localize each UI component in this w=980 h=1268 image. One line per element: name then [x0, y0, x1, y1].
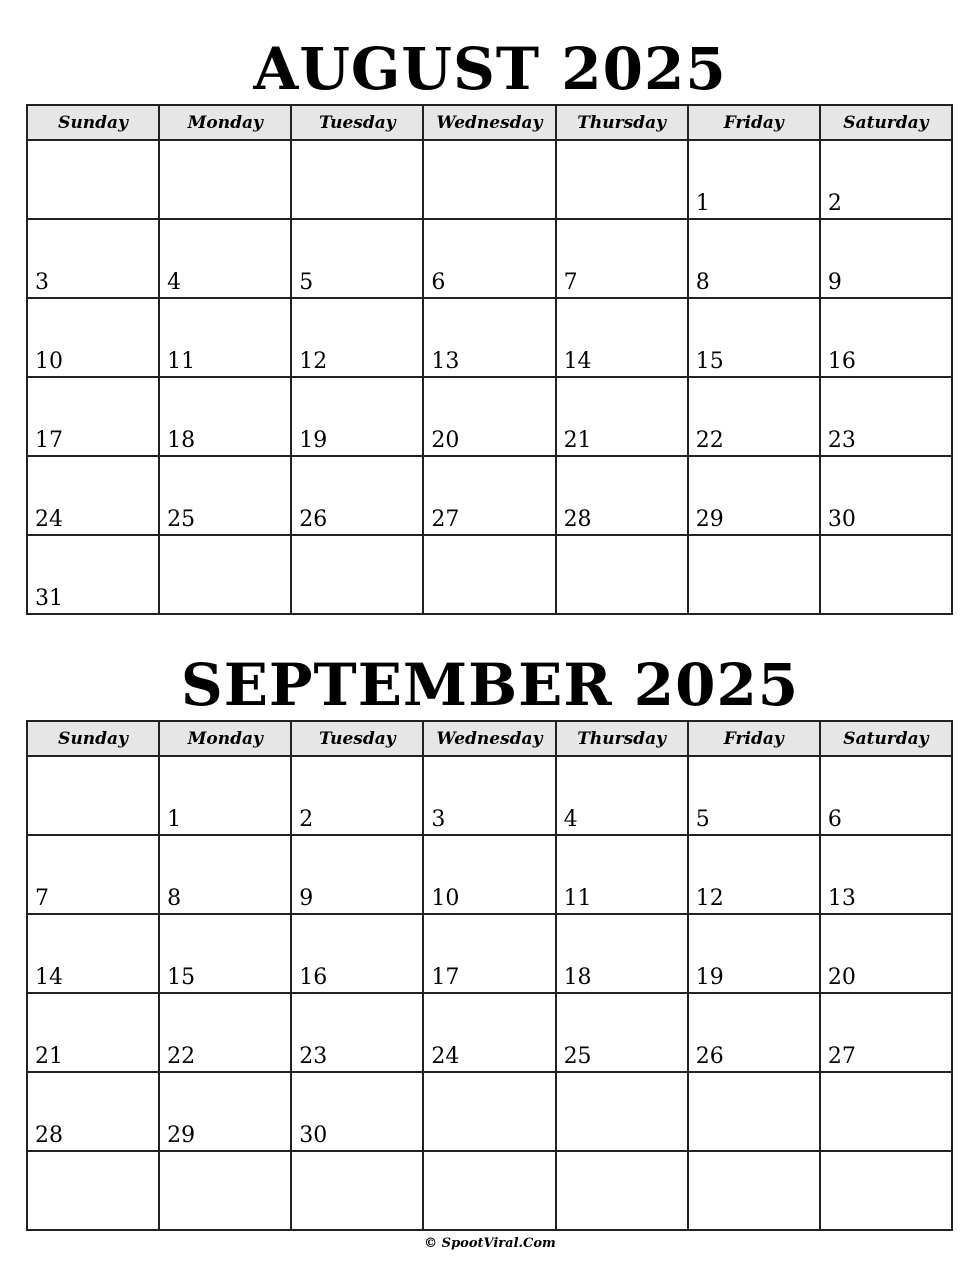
- weekday-header-wednesday: Wednesday: [423, 105, 555, 140]
- day-cell: 1: [688, 140, 820, 219]
- day-cell: 4: [159, 219, 291, 298]
- day-cell: 19: [688, 914, 820, 993]
- day-cell: 11: [556, 835, 688, 914]
- day-cell: 2: [820, 140, 952, 219]
- day-cell: 22: [688, 377, 820, 456]
- day-cell: 23: [291, 993, 423, 1072]
- day-cell: 2: [291, 756, 423, 835]
- day-cell: 12: [688, 835, 820, 914]
- day-cell: 11: [159, 298, 291, 377]
- day-cell: [291, 1151, 423, 1230]
- day-cell: [688, 535, 820, 614]
- day-cell: [423, 535, 555, 614]
- weekday-header-wednesday: Wednesday: [423, 721, 555, 756]
- day-cell: 29: [688, 456, 820, 535]
- day-cell: 14: [27, 914, 159, 993]
- day-cell: 31: [27, 535, 159, 614]
- weekday-header-tuesday: Tuesday: [291, 105, 423, 140]
- day-cell: 4: [556, 756, 688, 835]
- day-cell: 21: [27, 993, 159, 1072]
- calendar-grid-september: [26, 720, 953, 1231]
- week-row: [27, 377, 952, 456]
- weekday-header-thursday: Thursday: [556, 721, 688, 756]
- week-row: [27, 914, 952, 993]
- day-cell: 25: [159, 456, 291, 535]
- copyright-footer: © SpootViral.Com: [424, 1236, 556, 1251]
- day-cell: 8: [688, 219, 820, 298]
- weekday-header-monday: Monday: [159, 105, 291, 140]
- day-cell: 15: [159, 914, 291, 993]
- day-cell: [556, 1072, 688, 1151]
- day-cell: 7: [27, 835, 159, 914]
- day-cell: 23: [820, 377, 952, 456]
- weekday-header-tuesday: Tuesday: [291, 721, 423, 756]
- day-cell: 24: [423, 993, 555, 1072]
- day-cell: [820, 1072, 952, 1151]
- day-cell: 12: [291, 298, 423, 377]
- day-cell: 1: [159, 756, 291, 835]
- day-cell: [423, 1072, 555, 1151]
- weekday-header-thursday: Thursday: [556, 105, 688, 140]
- day-cell: 27: [820, 993, 952, 1072]
- day-cell: 5: [291, 219, 423, 298]
- day-cell: 5: [688, 756, 820, 835]
- weekday-header-friday: Friday: [688, 105, 820, 140]
- day-cell: [27, 756, 159, 835]
- day-cell: 21: [556, 377, 688, 456]
- day-cell: 9: [291, 835, 423, 914]
- day-cell: 15: [688, 298, 820, 377]
- week-row: [27, 1151, 952, 1230]
- week-row: [27, 835, 952, 914]
- day-cell: [423, 1151, 555, 1230]
- month-title-september: SEPTEMBER 2025: [180, 651, 800, 719]
- day-cell: 17: [423, 914, 555, 993]
- day-cell: 3: [423, 756, 555, 835]
- month-title-august: AUGUST 2025: [253, 35, 727, 103]
- day-cell: [688, 1072, 820, 1151]
- day-cell: 22: [159, 993, 291, 1072]
- week-row: [27, 140, 952, 219]
- day-cell: 24: [27, 456, 159, 535]
- day-cell: 29: [159, 1072, 291, 1151]
- day-cell: 28: [27, 1072, 159, 1151]
- day-cell: 20: [423, 377, 555, 456]
- week-row: [27, 535, 952, 614]
- day-cell: 7: [556, 219, 688, 298]
- day-cell: 27: [423, 456, 555, 535]
- week-row: [27, 456, 952, 535]
- day-cell: 26: [291, 456, 423, 535]
- week-row: [27, 219, 952, 298]
- day-cell: [820, 535, 952, 614]
- day-cell: 9: [820, 219, 952, 298]
- day-cell: 25: [556, 993, 688, 1072]
- day-cell: [291, 140, 423, 219]
- day-cell: 16: [820, 298, 952, 377]
- weekday-header-sunday: Sunday: [27, 721, 159, 756]
- day-cell: 20: [820, 914, 952, 993]
- day-cell: 16: [291, 914, 423, 993]
- calendar-grid-august: [26, 104, 953, 615]
- day-cell: [159, 535, 291, 614]
- week-row: [27, 993, 952, 1072]
- weekday-header-friday: Friday: [688, 721, 820, 756]
- day-cell: [27, 1151, 159, 1230]
- weekday-header-row: [27, 105, 952, 140]
- day-cell: [556, 535, 688, 614]
- day-cell: [27, 140, 159, 219]
- day-cell: 6: [423, 219, 555, 298]
- week-row: [27, 298, 952, 377]
- day-cell: [423, 140, 555, 219]
- weekday-header-sunday: Sunday: [27, 105, 159, 140]
- weekday-header-monday: Monday: [159, 721, 291, 756]
- day-cell: [820, 1151, 952, 1230]
- day-cell: [159, 1151, 291, 1230]
- day-cell: 18: [159, 377, 291, 456]
- week-row: [27, 1072, 952, 1151]
- day-cell: [556, 1151, 688, 1230]
- day-cell: [159, 140, 291, 219]
- day-cell: 3: [27, 219, 159, 298]
- day-cell: 17: [27, 377, 159, 456]
- day-cell: 13: [820, 835, 952, 914]
- day-cell: 18: [556, 914, 688, 993]
- day-cell: 19: [291, 377, 423, 456]
- weekday-header-saturday: Saturday: [820, 721, 952, 756]
- day-cell: 13: [423, 298, 555, 377]
- day-cell: 10: [27, 298, 159, 377]
- day-cell: 30: [820, 456, 952, 535]
- day-cell: [291, 535, 423, 614]
- day-cell: [688, 1151, 820, 1230]
- weekday-header-row: [27, 721, 952, 756]
- day-cell: 26: [688, 993, 820, 1072]
- day-cell: [556, 140, 688, 219]
- day-cell: 14: [556, 298, 688, 377]
- week-row: [27, 756, 952, 835]
- day-cell: 8: [159, 835, 291, 914]
- day-cell: 30: [291, 1072, 423, 1151]
- day-cell: 6: [820, 756, 952, 835]
- day-cell: 28: [556, 456, 688, 535]
- day-cell: 10: [423, 835, 555, 914]
- weekday-header-saturday: Saturday: [820, 105, 952, 140]
